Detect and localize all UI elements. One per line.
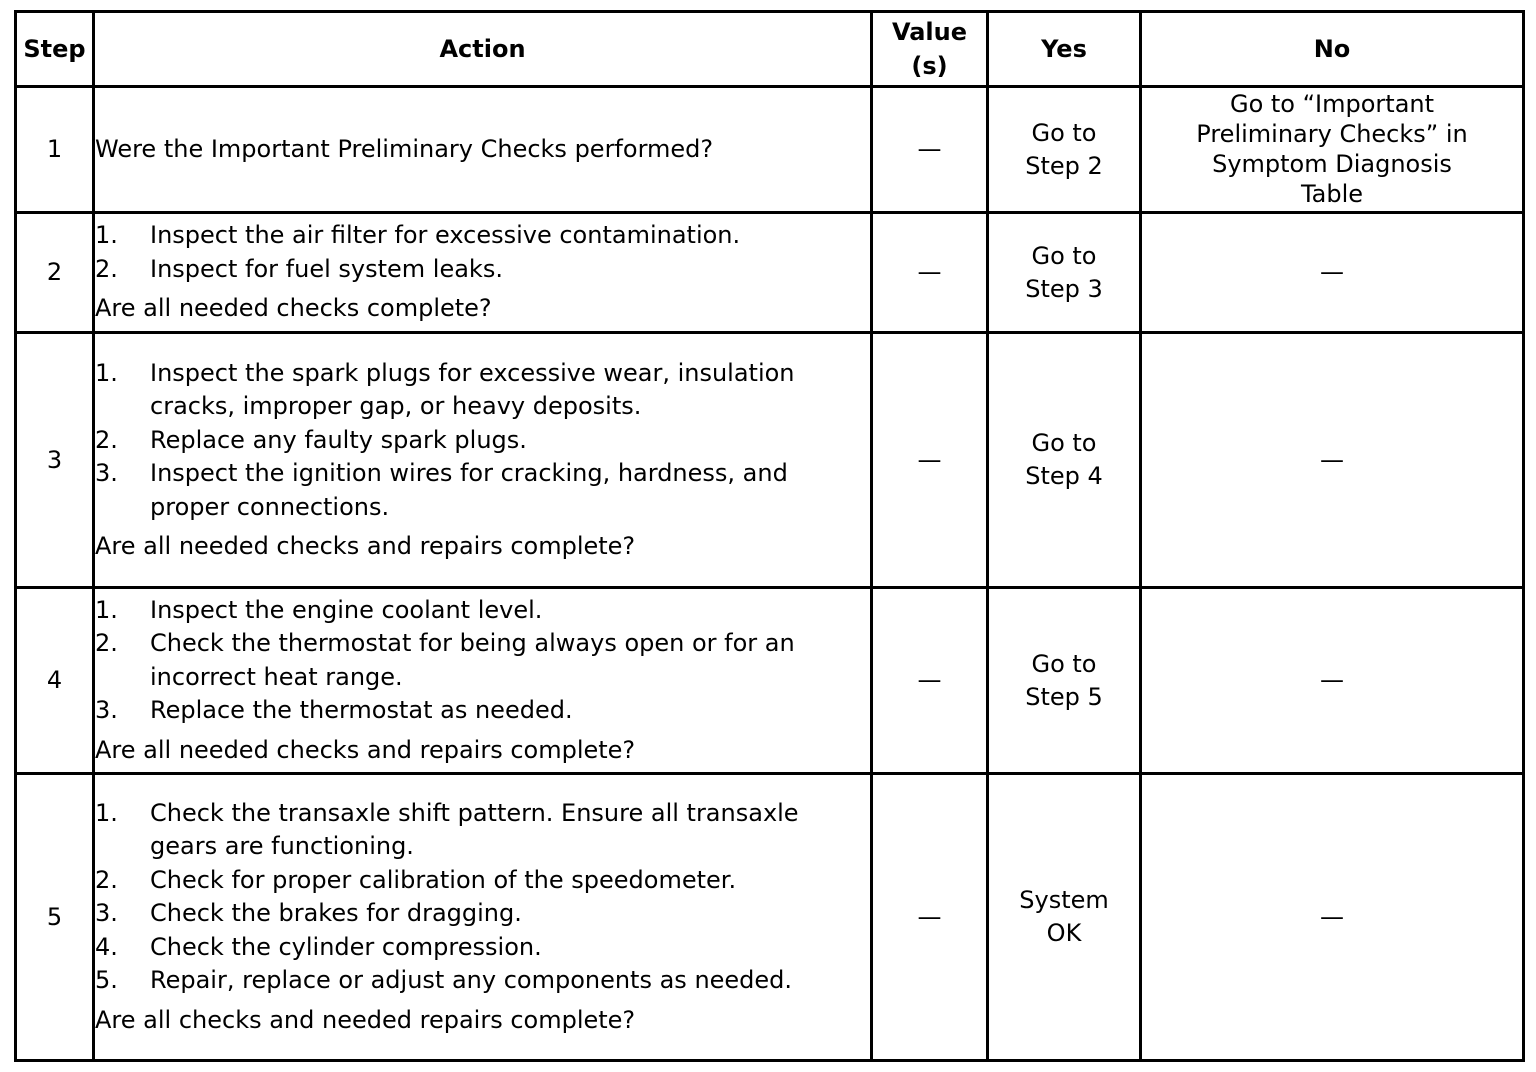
header-no: No	[1141, 12, 1524, 87]
action-step-item	[95, 797, 870, 864]
table-row	[16, 87, 1524, 213]
action-question: Are all checks and needed repairs complete?	[95, 1005, 636, 1034]
value-cell: —	[872, 774, 988, 1061]
yes-result-text: Go to Step 4	[1025, 429, 1103, 490]
action-step-number: 3.	[95, 696, 118, 725]
step-number: 5	[16, 774, 94, 1061]
action-question: Are all needed checks and repairs complete?	[95, 532, 636, 560]
action-step-text: Inspect for fuel system leaks.	[150, 254, 503, 283]
yes-result-text: System OK	[1019, 886, 1109, 947]
action-step-item	[95, 897, 870, 931]
action-step-number: 1.	[95, 221, 118, 250]
action-step-text: Check the cylinder compression.	[150, 932, 542, 961]
action-cell	[94, 588, 872, 774]
table-row	[16, 588, 1524, 774]
header-yes: Yes	[988, 12, 1141, 87]
yes-result-text: Go to Step 3	[1025, 241, 1103, 303]
yes-result	[988, 588, 1141, 774]
value-cell: —	[872, 588, 988, 774]
no-result-text: Go to “Important Preliminary Checks” in Symptom Diagnosis Table	[1196, 89, 1468, 208]
yes-result	[988, 774, 1141, 1061]
table-row	[16, 213, 1524, 333]
action-question: Were the Important Preliminary Checks performed?	[95, 134, 714, 163]
header-step: Step	[16, 12, 94, 87]
action-step-number: 2.	[95, 865, 118, 894]
table-row	[16, 774, 1524, 1061]
action-steps-list	[95, 594, 870, 728]
action-step-text: Check the transaxle shift pattern. Ensure all transaxle gears are functioning.	[150, 798, 799, 861]
action-step-number: 4.	[95, 932, 118, 961]
step-number: 1	[16, 87, 94, 213]
action-question: Are all needed checks and repairs complete?	[95, 735, 636, 764]
action-cell	[94, 213, 872, 333]
action-step-item	[95, 627, 870, 694]
action-step-item	[95, 253, 870, 287]
no-result	[1141, 333, 1524, 588]
step-number: 3	[16, 333, 94, 588]
action-step-text: Inspect the air filter for excessive contamination.	[150, 221, 741, 250]
action-steps-list	[95, 219, 870, 286]
no-result	[1141, 588, 1524, 774]
action-step-text: Inspect the ignition wires for cracking, hardness, and proper connections.	[150, 459, 788, 521]
action-step-number: 5.	[95, 966, 118, 995]
action-cell	[94, 774, 872, 1061]
action-step-item	[95, 357, 870, 424]
action-step-item	[95, 457, 870, 524]
action-step-item	[95, 931, 870, 965]
value-cell: —	[872, 333, 988, 588]
action-cell	[94, 87, 872, 213]
action-step-text: Replace any faulty spark plugs.	[150, 425, 527, 454]
header-action: Action	[94, 12, 872, 87]
table-row	[16, 333, 1524, 588]
yes-result-text: Go to Step 5	[1025, 649, 1103, 711]
action-question: Are all needed checks complete?	[95, 294, 492, 323]
action-step-number: 1.	[95, 358, 118, 387]
action-steps-list	[95, 357, 870, 525]
action-step-text: Replace the thermostat as needed.	[150, 696, 573, 725]
action-step-item	[95, 694, 870, 728]
yes-result	[988, 213, 1141, 333]
action-step-text: Check for proper calibration of the speedometer.	[150, 865, 737, 894]
header-value-label: Value (s)	[891, 18, 968, 80]
value-cell: —	[872, 213, 988, 333]
action-cell	[94, 333, 872, 588]
action-step-number: 2.	[95, 629, 118, 658]
action-step-number: 1.	[95, 798, 118, 827]
yes-result	[988, 333, 1141, 588]
action-step-item	[95, 424, 870, 458]
action-step-number: 2.	[95, 425, 118, 454]
action-step-text: Repair, replace or adjust any components as needed.	[150, 966, 793, 995]
no-result	[1141, 774, 1524, 1061]
header-row	[16, 12, 1524, 87]
action-step-text: Inspect the engine coolant level.	[150, 595, 543, 624]
no-result	[1141, 87, 1524, 213]
no-result-text: —	[1320, 902, 1344, 931]
action-step-number: 3.	[95, 459, 118, 487]
no-result	[1141, 213, 1524, 333]
value-cell: —	[872, 87, 988, 213]
action-step-item	[95, 219, 870, 253]
action-step-item	[95, 864, 870, 898]
step-number: 2	[16, 213, 94, 333]
no-result-text: —	[1320, 445, 1344, 474]
step-number: 4	[16, 588, 94, 774]
diagnostic-table	[14, 10, 1525, 1062]
action-step-item	[95, 594, 870, 628]
action-steps-list	[95, 797, 870, 998]
action-step-item	[95, 964, 870, 998]
action-step-number: 3.	[95, 899, 118, 928]
yes-result-text: Go to Step 2	[1025, 118, 1103, 180]
yes-result	[988, 87, 1141, 213]
action-step-number: 1.	[95, 595, 118, 624]
action-step-text: Check the brakes for dragging.	[150, 899, 522, 928]
action-step-text: Check the thermostat for being always open or for an incorrect heat range.	[150, 629, 795, 691]
action-step-number: 2.	[95, 254, 118, 283]
action-step-text: Inspect the spark plugs for excessive wear, insulation cracks, improper gap, or heavy deposits.	[150, 358, 795, 420]
header-value	[872, 12, 988, 87]
no-result-text: —	[1320, 666, 1344, 694]
no-result-text: —	[1320, 258, 1344, 286]
